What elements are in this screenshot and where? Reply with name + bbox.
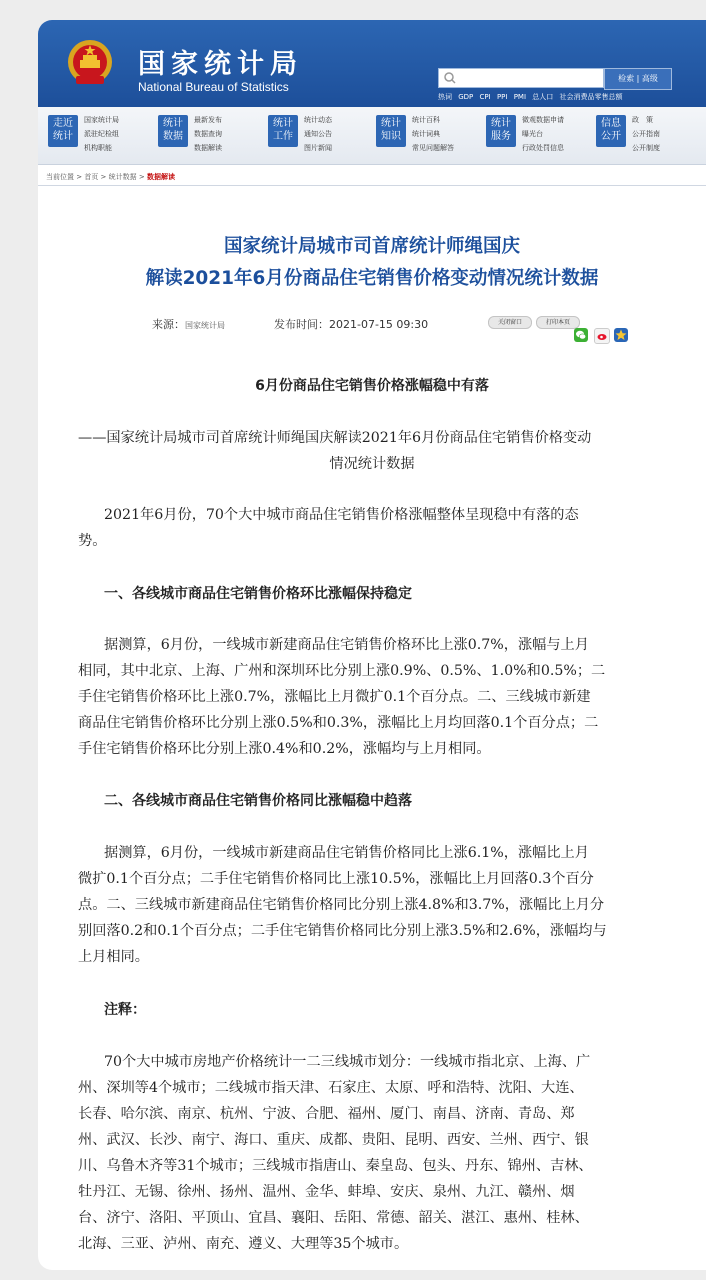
date-label: 发布时间： bbox=[274, 318, 329, 331]
print-page-button[interactable]: 打印本页 bbox=[536, 316, 580, 329]
nav-links bbox=[304, 113, 332, 155]
nav-links bbox=[632, 113, 660, 155]
date-value: 2021-07-15 09:30 bbox=[329, 318, 429, 331]
paragraph-line: 手住宅销售价格环比分别上涨0.4%和0.2%，涨幅均与上月相同。 bbox=[78, 741, 491, 757]
paragraph-line: 点。二、三线城市新建商品住宅销售价格同比分别上涨4.8%和3.7%，涨幅比上月分 bbox=[78, 897, 605, 913]
note-line: 北海、三亚、泸州、南充、遵义、大理等35个城市。 bbox=[78, 1236, 409, 1252]
nav-badge[interactable] bbox=[376, 115, 406, 147]
page-card bbox=[38, 20, 706, 1270]
article-byline-cont: 情况统计数据 bbox=[329, 456, 415, 472]
note-line: 川、乌鲁木齐等31个城市；三线城市指唐山、秦皇岛、包头、丹东、锦州、吉林、 bbox=[78, 1158, 593, 1174]
nav-link[interactable]: 曝光台 bbox=[522, 130, 543, 138]
section2-heading: 二、各线城市商品住宅销售价格同比涨幅稳中趋落 bbox=[104, 793, 412, 809]
hot-link[interactable]: CPI bbox=[479, 93, 491, 101]
note-line: 州、深圳等4个城市；二线城市指天津、石家庄、太原、呼和浩特、沈阳、大连、 bbox=[78, 1080, 584, 1096]
paragraph-line: 手住宅销售价格环比上涨0.7%，涨幅比上月微扩0.1个百分点。二、三线城市新建 bbox=[78, 689, 591, 705]
nav-badge-label: 统计 数据 bbox=[163, 118, 183, 142]
nav-link[interactable]: 机构职能 bbox=[84, 144, 112, 152]
nav-links bbox=[412, 113, 454, 155]
national-emblem-icon bbox=[66, 38, 114, 88]
section1-heading: 一、各线城市商品住宅销售价格环比涨幅保持稳定 bbox=[104, 586, 412, 602]
note-heading: 注释： bbox=[104, 1002, 146, 1018]
nav-badge-label: 统计 知识 bbox=[381, 118, 401, 142]
nav-link[interactable]: 公开指南 bbox=[632, 130, 660, 138]
article-byline: ——国家统计局城市司首席统计师绳国庆解读2021年6月份商品住宅销售价格变动 bbox=[78, 430, 592, 446]
nav-link[interactable]: 统计动态 bbox=[304, 116, 332, 124]
paragraph-line: 据测算，6月份，一线城市新建商品住宅销售价格环比上涨0.7%，涨幅与上月 bbox=[104, 637, 589, 653]
nav-link[interactable]: 数据查询 bbox=[194, 130, 222, 138]
nav-badge[interactable] bbox=[268, 115, 298, 147]
favorite-star-icon[interactable] bbox=[614, 328, 628, 342]
nav-badge-label: 统计 工作 bbox=[273, 118, 293, 142]
note-line: 台、济宁、洛阳、平顶山、宜昌、襄阳、岳阳、常德、韶关、湛江、惠州、桂林、 bbox=[78, 1210, 589, 1226]
note-line: 牡丹江、无锡、徐州、扬州、温州、金华、蚌埠、安庆、泉州、九江、赣州、烟 bbox=[78, 1184, 575, 1200]
weibo-share-icon[interactable] bbox=[594, 328, 610, 344]
breadcrumb bbox=[46, 172, 175, 182]
nav-link[interactable]: 最新发布 bbox=[194, 116, 222, 124]
source-info bbox=[152, 316, 225, 332]
nav-link[interactable]: 通知公告 bbox=[304, 130, 332, 138]
main-nav bbox=[38, 107, 706, 165]
wechat-share-icon[interactable] bbox=[574, 328, 588, 342]
nav-link[interactable]: 行政处罚信息 bbox=[522, 144, 564, 152]
search-icon bbox=[442, 70, 458, 86]
hot-links bbox=[438, 92, 626, 102]
paragraph-line: 商品住宅销售价格环比分别上涨0.5%和0.3%，涨幅比上月均回落0.1个百分点；二 bbox=[78, 715, 599, 731]
nav-link[interactable]: 数据解读 bbox=[194, 144, 222, 152]
hot-link[interactable]: PPI bbox=[496, 93, 508, 101]
paragraph-line: 据测算，6月份，一线城市新建商品住宅销售价格同比上涨6.1%，涨幅比上月 bbox=[104, 845, 589, 861]
source-label: 来源： bbox=[152, 318, 185, 331]
article-subtitle: 6月份商品住宅销售价格涨幅稳中有落 bbox=[255, 378, 489, 394]
site-name-en: National Bureau of Statistics bbox=[138, 80, 289, 94]
breadcrumb-current[interactable]: 数据解读 bbox=[146, 173, 175, 181]
article-title-line2: 解读2021年6月份商品住宅销售价格变动情况统计数据 bbox=[145, 268, 599, 289]
nav-badge[interactable] bbox=[158, 115, 188, 147]
article-intro-cont: 势。 bbox=[78, 533, 107, 549]
paragraph-line: 微扩0.1个百分点；二手住宅销售价格同比上涨10.5%，涨幅比上月回落0.3个百分 bbox=[78, 871, 594, 887]
hot-link[interactable]: GDP bbox=[458, 93, 474, 101]
nav-link[interactable]: 统计百科 bbox=[412, 116, 440, 124]
search-button[interactable]: 检索 | 高级 bbox=[604, 68, 672, 90]
nav-link[interactable]: 图片新闻 bbox=[304, 144, 332, 152]
note-line: 长春、哈尔滨、南京、杭州、宁波、合肥、福州、厦门、南昌、济南、青岛、郑 bbox=[78, 1106, 575, 1122]
divider bbox=[38, 185, 706, 186]
hot-link[interactable]: PMI bbox=[513, 93, 527, 101]
hot-link[interactable]: 社会消费品零售总额 bbox=[559, 93, 623, 101]
nav-badge-label: 信息 公开 bbox=[601, 118, 621, 142]
nav-badge[interactable] bbox=[596, 115, 626, 147]
close-window-button[interactable]: 关闭窗口 bbox=[488, 316, 532, 329]
nav-badge-label: 统计 服务 bbox=[491, 118, 511, 142]
nav-links bbox=[84, 113, 119, 155]
nav-link[interactable]: 派驻纪检组 bbox=[84, 130, 119, 138]
nav-link[interactable]: 国家统计局 bbox=[84, 116, 119, 124]
site-header bbox=[38, 20, 706, 107]
publish-date bbox=[274, 316, 428, 332]
paragraph-line: 别回落0.2和0.1个百分点；二手住宅销售价格同比分别上涨3.5%和2.6%，涨幅均与 bbox=[78, 923, 607, 939]
nav-link[interactable]: 公开制度 bbox=[632, 144, 660, 152]
nav-link[interactable]: 统计词典 bbox=[412, 130, 440, 138]
note-line: 70个大中城市房地产价格统计一二三线城市划分：一线城市指北京、上海、广 bbox=[104, 1054, 591, 1070]
nav-link[interactable]: 政 策 bbox=[632, 116, 653, 124]
note-line: 州、武汉、长沙、南宁、海口、重庆、成都、贵阳、昆明、西安、兰州、西宁、银 bbox=[78, 1132, 589, 1148]
nav-links bbox=[522, 113, 564, 155]
nav-badge-label: 走近 统计 bbox=[53, 118, 73, 142]
nav-badge[interactable] bbox=[486, 115, 516, 147]
nav-link[interactable]: 微观数据申请 bbox=[522, 116, 564, 124]
nav-links bbox=[194, 113, 222, 155]
article-intro: 2021年6月份，70个大中城市商品住宅销售价格涨幅整体呈现稳中有落的态 bbox=[104, 507, 579, 523]
hot-link[interactable]: 热词 bbox=[438, 93, 452, 101]
site-name-cn[interactable]: 国家统计局 bbox=[138, 49, 303, 80]
nav-badge[interactable] bbox=[48, 115, 78, 147]
nav-link[interactable]: 常见问题解答 bbox=[412, 144, 454, 152]
breadcrumb-path[interactable]: 当前位置 > 首页 > 统计数据 > bbox=[46, 173, 147, 181]
paragraph-line: 相同，其中北京、上海、广州和深圳环比分别上涨0.9%、0.5%、1.0%和0.5%；二 bbox=[78, 663, 606, 679]
search-input[interactable] bbox=[438, 68, 604, 88]
source-value: 国家统计局 bbox=[185, 321, 225, 330]
paragraph-line: 上月相同。 bbox=[78, 949, 149, 965]
article-title-line1: 国家统计局城市司首席统计师绳国庆 bbox=[223, 236, 520, 257]
hot-link[interactable]: 总人口 bbox=[532, 93, 554, 101]
